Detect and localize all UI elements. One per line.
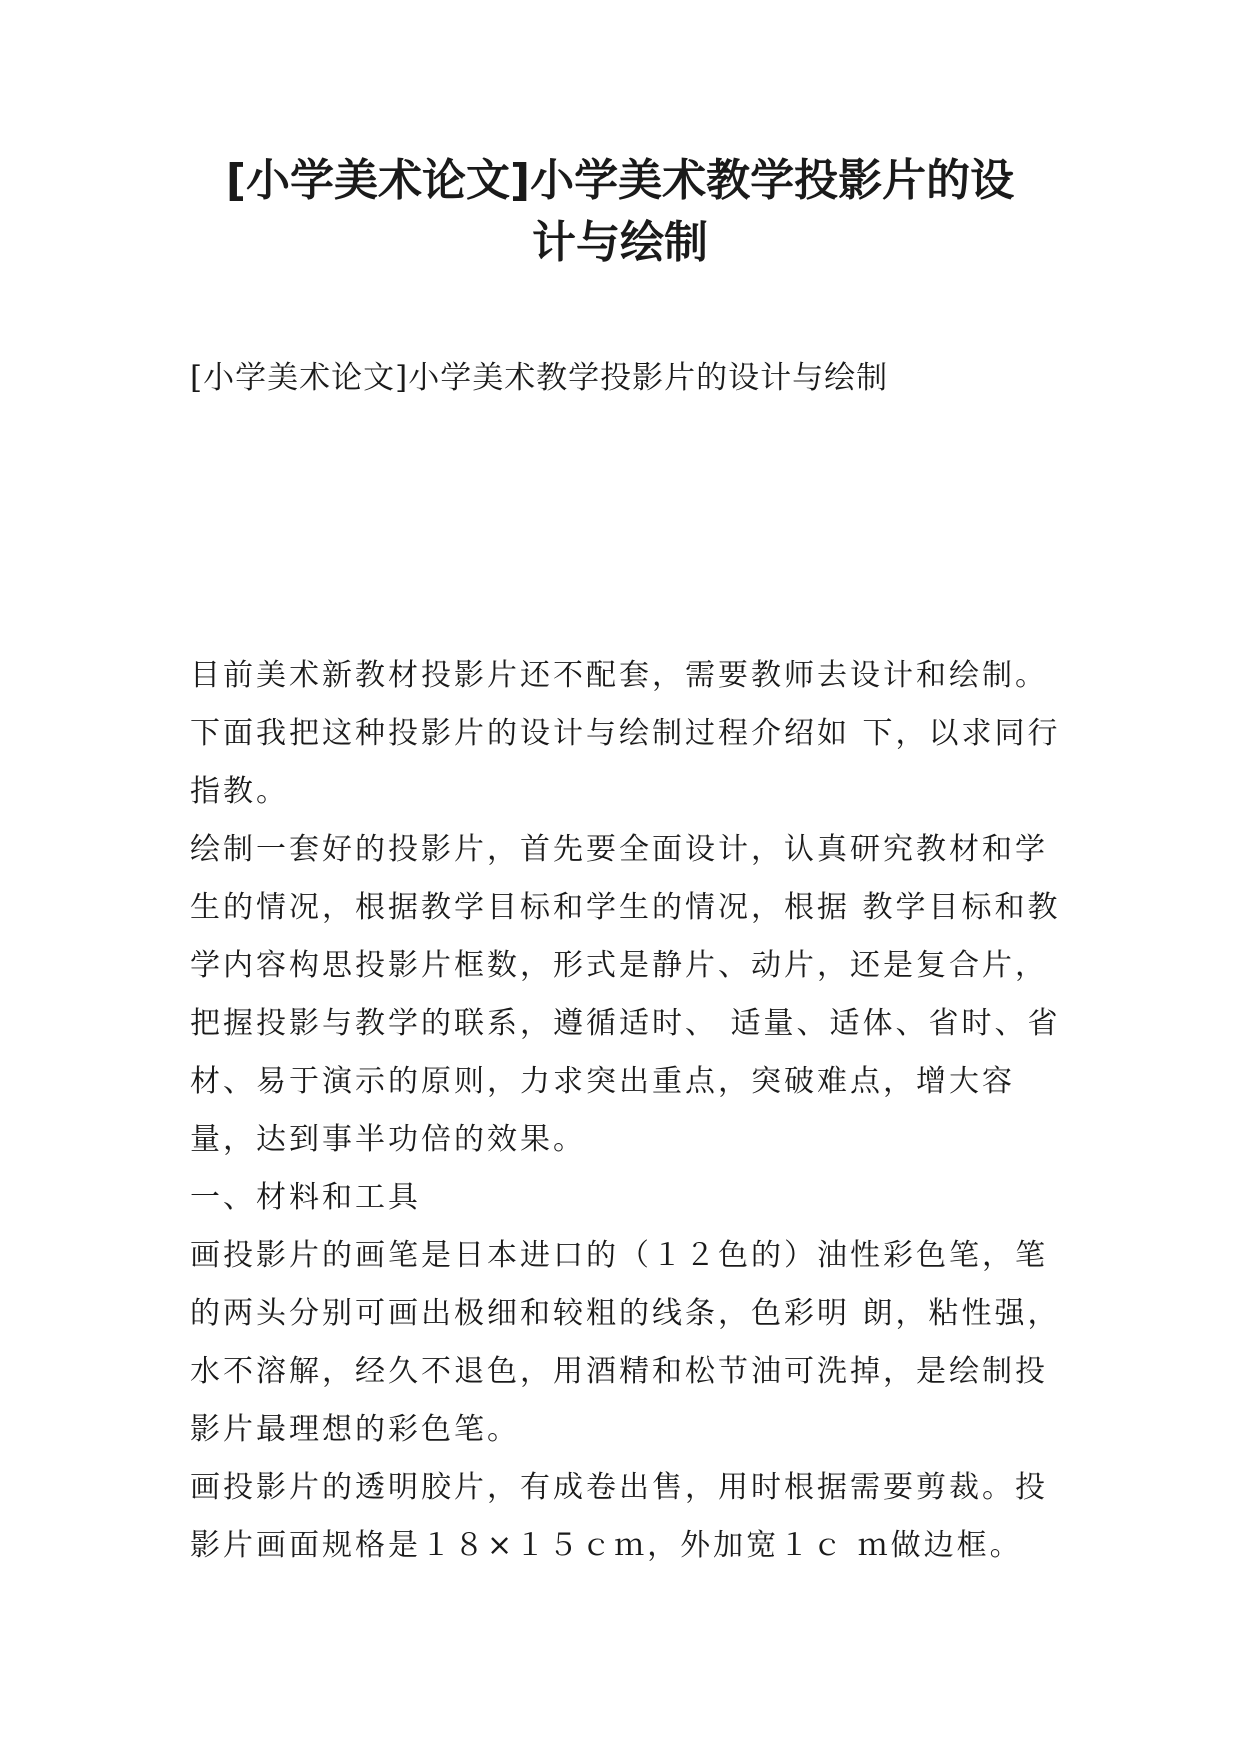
title-line-2: 计与绘制	[532, 217, 708, 268]
paragraph-film: 画投影片的透明胶片，有成卷出售，用时根据需要剪裁。投影片画面规格是１８×１５ｃｍ，外加宽１ｃ ｍ做边框。	[190, 1470, 1048, 1563]
title-line-1: [小学美术论文]小学美术教学投影片的设	[225, 155, 1015, 206]
document-subtitle: [小学美术论文]小学美术教学投影片的设计与绘制	[190, 360, 889, 396]
document-body	[190, 647, 1070, 1575]
paragraph-intro: 目前美术新教材投影片还不配套，需要教师去设计和绘制。下面我把这种投影片的设计与绘制过程介绍如 下，以求同行指教。	[190, 658, 1061, 809]
paragraph-design: 绘制一套好的投影片，首先要全面设计，认真研究教材和学生的情况，根据教学目标和学生的情况，根据 教学目标和教学内容构思投影片框数，形式是静片、动片，还是复合片，把握投影与教学的联系，遵循适时、 适量、适体、省时、省材、易于演示的原则，力求突出重点，突破难点，增大容量，达到事半功倍的效果。	[190, 832, 1061, 1157]
section-heading-materials: 一、材料和工具	[190, 1180, 421, 1215]
paragraph-pens: 画投影片的画笔是日本进口的（１２色的）油性彩色笔，笔的两头分别可画出极细和较粗的线条，色彩明 朗，粘性强，水不溶解，经久不退色，用酒精和松节油可洗掉，是绘制投影片最理想的彩色笔。	[190, 1238, 1061, 1447]
document-title	[170, 150, 1070, 274]
